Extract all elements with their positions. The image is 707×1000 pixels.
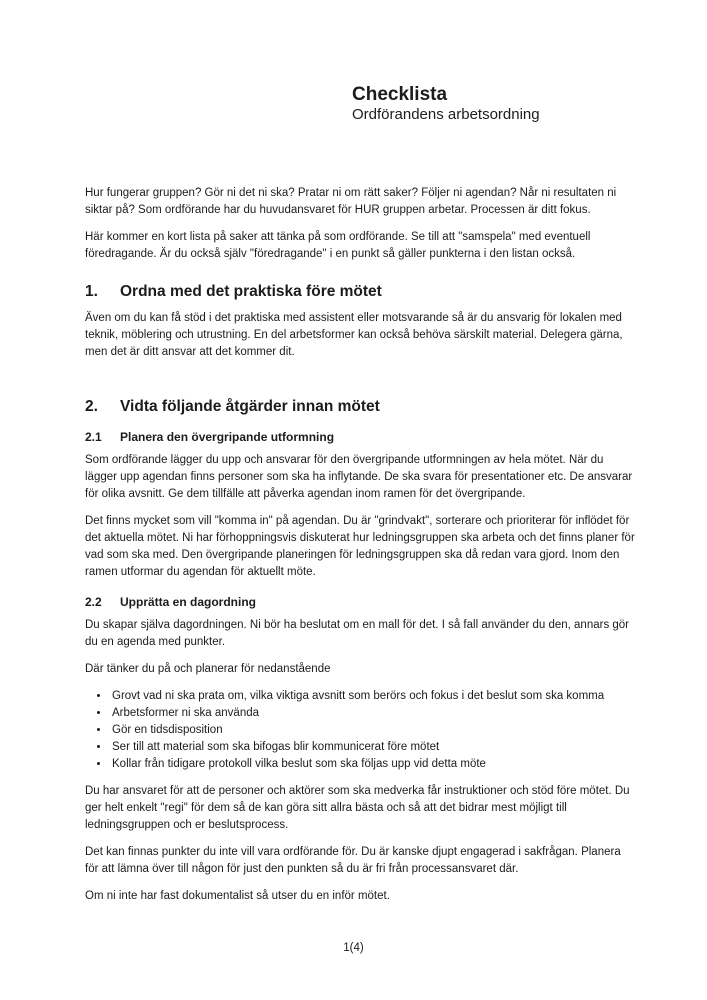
spacer	[85, 371, 635, 378]
section-2-1-paragraph-2: Det finns mycket som vill "komma in" på agendan. Du är "grindvakt", sorterare och prioriterar för inflödet för det aktuella mötet. Ni har förhoppningsvis diskuterat hur ledningsgruppen ska arbeta och det finns planer för vad som ska med. Den övergripande planeringen för ledningsgruppen ska då redan vara gjord. Inom den ramen utformar du agendan för aktuellt möte.	[85, 515, 635, 578]
intro-paragraph-2: Här kommer en kort lista på saker att tänka på som ordförande. Se till att "samspela" med eventuell föredragande. Är du också själv "föredragande" i en punkt så gäller punkterna i den listan också.	[85, 231, 591, 260]
page-number: 1(4)	[343, 942, 364, 954]
list-item: • Grovt vad ni ska prata om, vilka viktiga avsnitt som berörs och fokus i det beslut som ska komma	[110, 688, 635, 705]
section-2-2-paragraph-3: Du har ansvaret för att de personer och aktörer som ska medverka får instruktioner och stöd före mötet. Du ger helt enkelt "regi" för dem så de kan göra sitt allra bästa och så att det bidrar mest möjligt till ledningsgruppen och er beslutsprocess.	[85, 785, 630, 831]
list-item: • Gör en tidsdisposition	[110, 722, 635, 739]
list-item: • Arbetsformer ni ska använda	[110, 705, 635, 722]
section-2-heading	[85, 397, 635, 416]
section-1-number: 1.	[85, 283, 98, 300]
section-2-1-heading-label: Planera den övergripande utformning	[120, 430, 335, 444]
section-2-2-number: 2.2	[85, 595, 102, 609]
document-subtitle: Ordförandens arbetsordning	[352, 106, 540, 123]
document-body	[85, 185, 635, 915]
section-2-1-heading	[85, 430, 635, 445]
section-1-paragraph: Även om du kan få stöd i det praktiska med assistent eller motsvarande så är du ansvarig för lokalen med teknik, möblering och utrustning. En del arbetsformer kan också behöva särskilt material. Delegera gärna, men det är ditt ansvar att det kommer dit.	[85, 312, 623, 358]
section-2-2-paragraph-4: Det kan finnas punkter du inte vill vara ordförande för. Du är kanske djupt engagerad i sakfrågan. Planera för att lämna över till någon för just den punkten så du är fri från processansvaret där.	[85, 846, 621, 875]
section-2-2-paragraph-1: Du skapar själva dagordningen. Ni bör ha beslutat om en mall för det. I så fall använder du den, annars gör du en agenda med punkter.	[85, 619, 630, 648]
section-2-1-paragraph-1: Som ordförande lägger du upp och ansvarar för den övergripande utformningen av hela mötet. När du lägger upp agendan finns personer som ska ha inflytande. De ska svara för presentationer etc. De ansvarar för olika avsnitt. Ge dem tillfälle att påverka agendan inom ramen för det övergripande.	[85, 454, 633, 500]
list-item: • Ser till att material som ska bifogas blir kommunicerat före mötet	[110, 739, 635, 756]
agenda-bullet-list	[85, 688, 635, 773]
section-1-heading	[85, 282, 635, 301]
section-2-2-paragraph-5: Om ni inte har fast dokumentalist så utser du en inför mötet.	[85, 890, 390, 902]
section-2-heading-label: Vidta följande åtgärder innan mötet	[120, 398, 380, 415]
section-2-number: 2.	[85, 398, 98, 415]
section-2-2-paragraph-2: Där tänker du på och planerar för nedanstående	[85, 663, 331, 675]
section-2-1-number: 2.1	[85, 430, 102, 444]
section-2-2-heading	[85, 595, 635, 610]
section-1-heading-label: Ordna med det praktiska före mötet	[120, 283, 382, 300]
section-2-2-heading-label: Upprätta en dagordning	[120, 595, 256, 609]
document-title: Checklista	[352, 84, 448, 105]
list-item: • Kollar från tidigare protokoll vilka beslut som ska följas upp vid detta möte	[110, 756, 635, 773]
intro-paragraph-1: Hur fungerar gruppen? Gör ni det ni ska? Pratar ni om rätt saker? Följer ni agendan? Når ni resultaten ni siktar på? Som ordförande har du huvudansvaret för HUR gruppen arbetar. Processen är ditt fokus.	[85, 187, 617, 216]
document-header	[352, 84, 540, 124]
